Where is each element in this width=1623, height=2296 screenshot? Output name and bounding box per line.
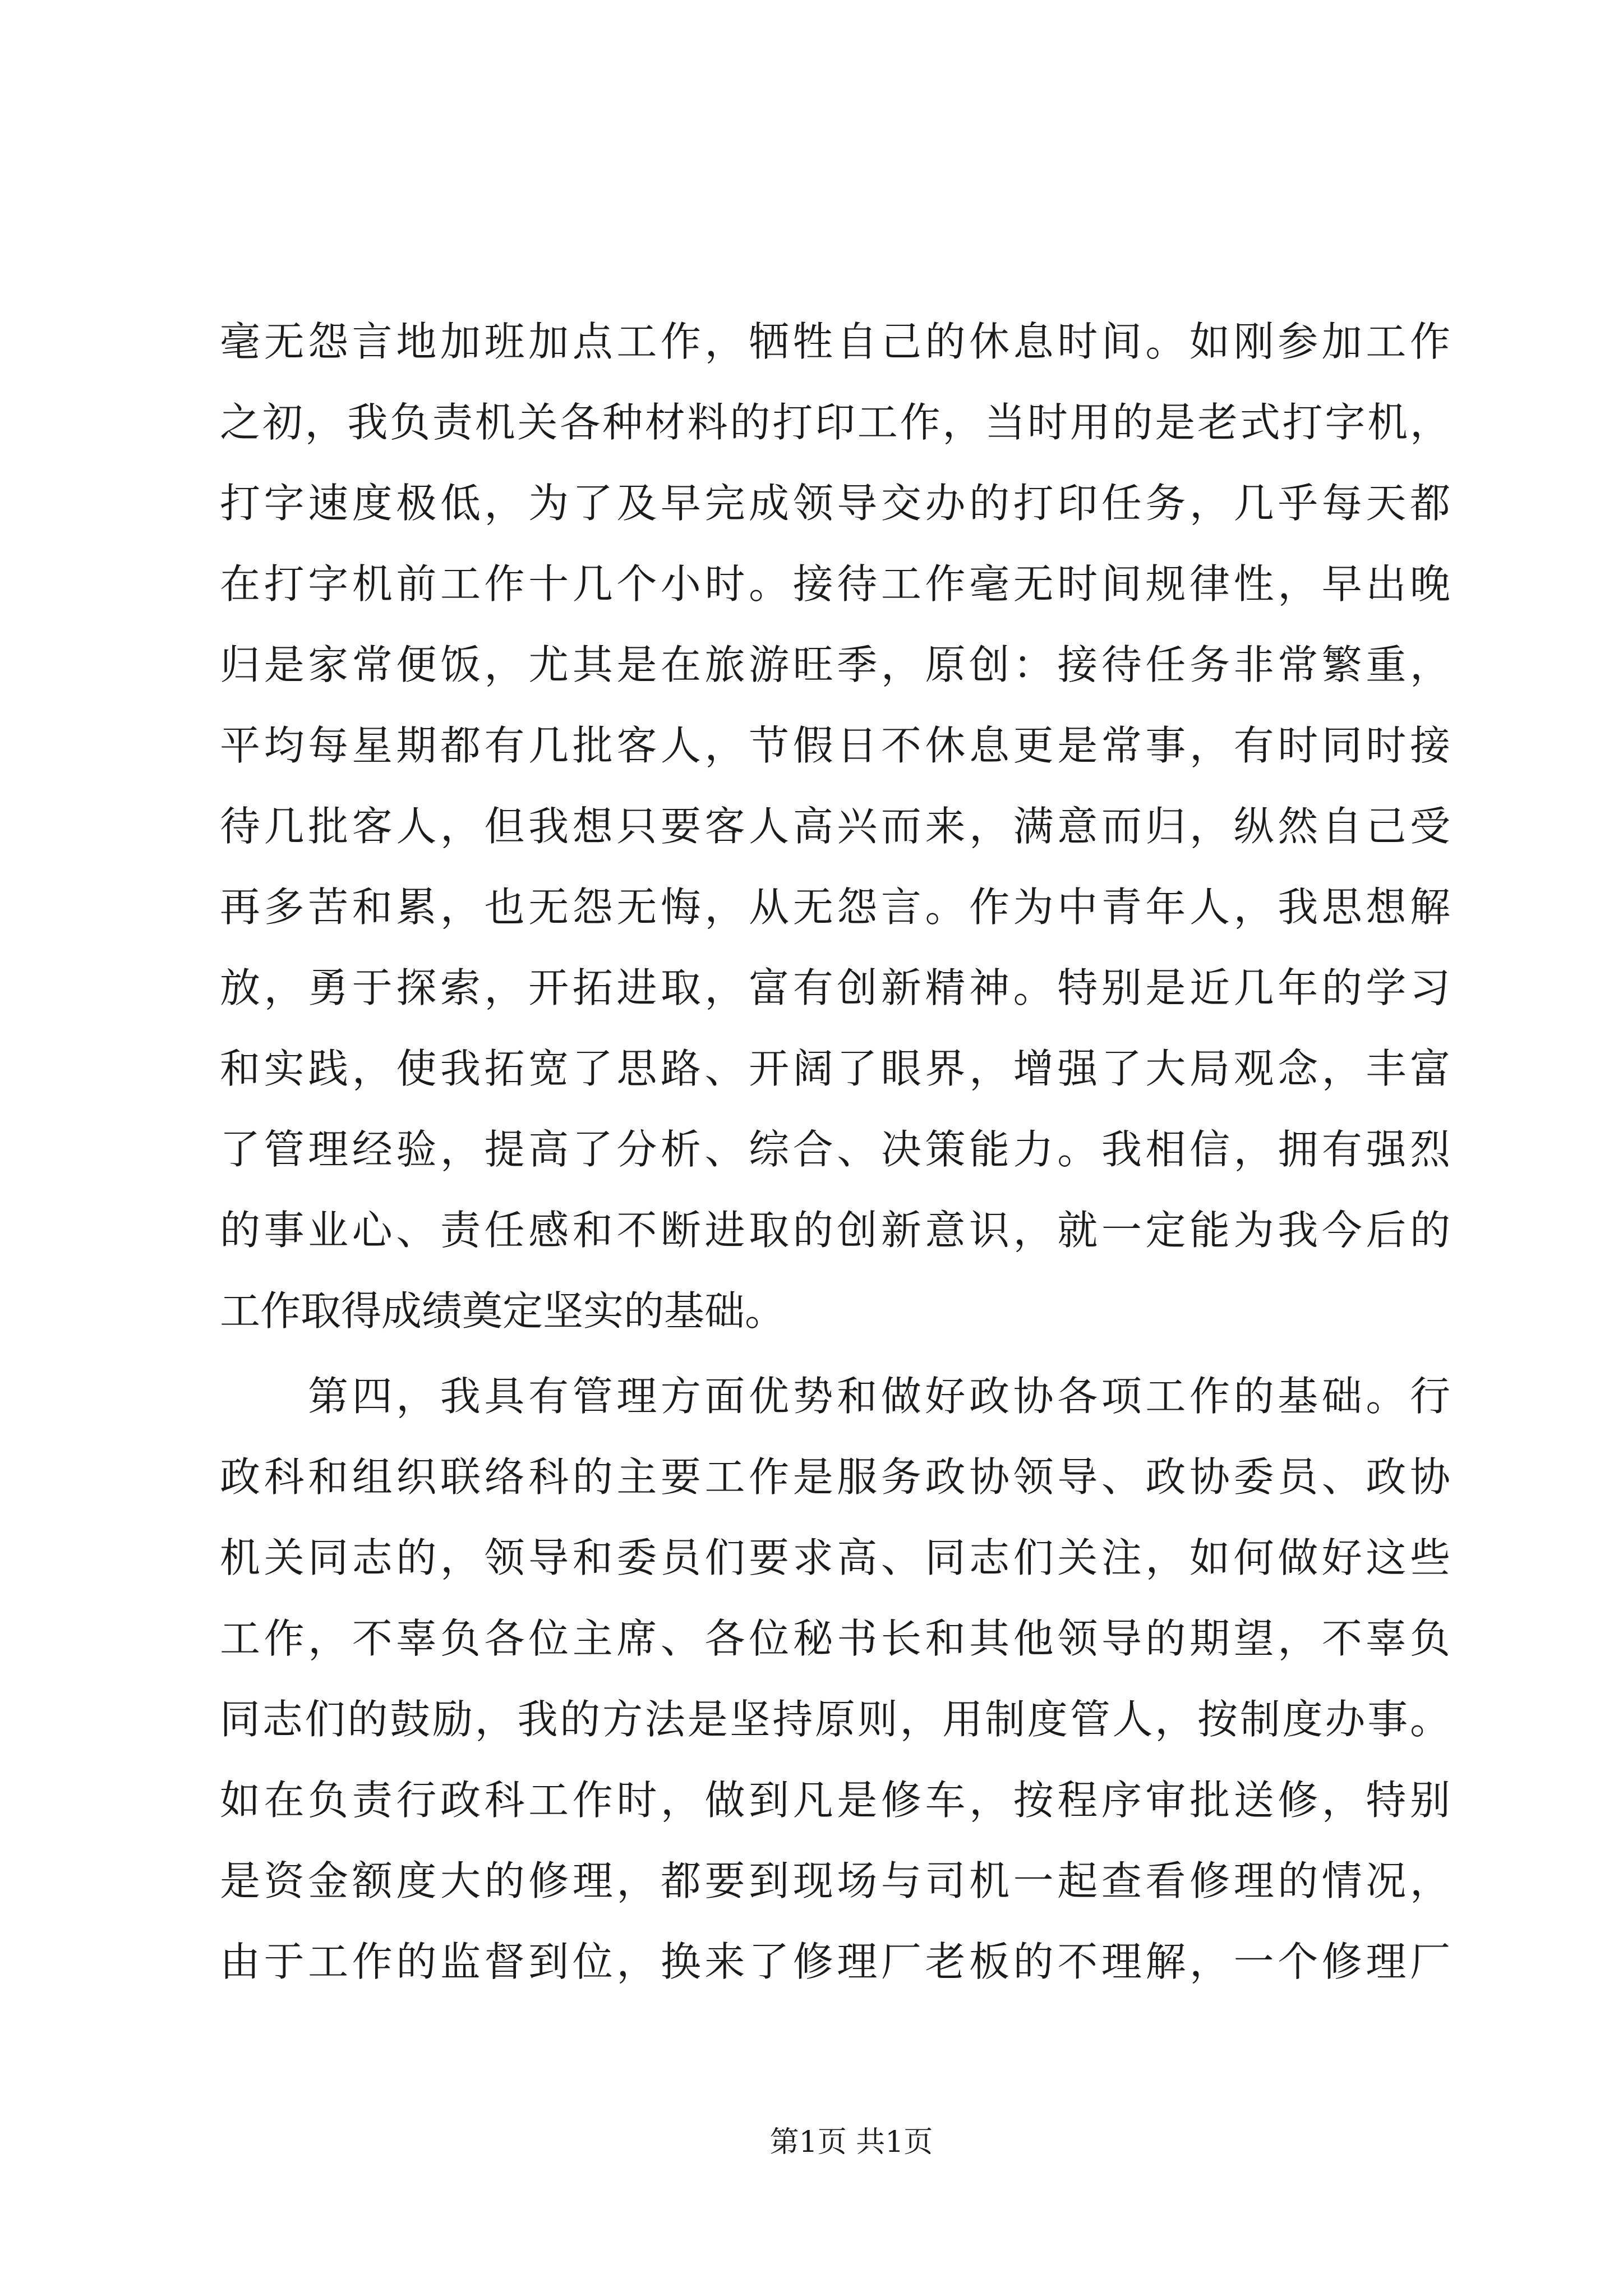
text-line: 是资金额度大的修理，都要到现场与司机一起查看修理的情况， [220,1857,1450,1904]
text-line: 第四，我具有管理方面优势和做好政协各项工作的基础。行 [308,1373,1450,1420]
text-line: 工作取得成绩奠定坚实的基础。 [220,1287,786,1335]
text-line: 的事业心、责任感和不断进取的创新意识，就一定能为我今后的 [220,1207,1450,1254]
paragraph-management-advantage [220,1356,1450,2002]
page-number-footer: 第1页 共1页 [769,2125,933,2159]
text-line: 由于工作的监督到位，换来了修理厂老板的不理解，一个修理厂 [220,1938,1450,1985]
text-line: 工作，不辜负各位主席、各位秘书长和其他领导的期望，不辜负 [220,1615,1450,1662]
text-line: 在打字机前工作十几个小时。接待工作毫无时间规律性，早出晚 [220,560,1450,608]
text-line: 如在负责行政科工作时，做到凡是修车，按程序审批送修，特别 [220,1777,1450,1824]
text-line: 归是家常便饭，尤其是在旅游旺季，原创：接待任务非常繁重， [220,641,1450,688]
text-line: 机关同志的，领导和委员们要求高、同志们关注，如何做好这些 [220,1534,1450,1581]
text-line: 平均每星期都有几批客人，节假日不休息更是常事，有时同时接 [220,722,1450,769]
text-line: 放，勇于探索，开拓进取，富有创新精神。特别是近几年的学习 [220,964,1450,1011]
text-line: 再多苦和累，也无怨无悔，从无怨言。作为中青年人，我思想解 [220,884,1450,931]
text-line: 政科和组织联络科的主要工作是服务政协领导、政协委员、政协 [220,1453,1450,1501]
paragraph-work-dedication [220,301,1450,1351]
text-line: 毫无怨言地加班加点工作，牺牲自己的休息时间。如刚参加工作 [220,318,1450,365]
text-line: 和实践，使我拓宽了思路、开阔了眼界，增强了大局观念，丰富 [220,1045,1450,1092]
text-line: 待几批客人，但我想只要客人高兴而来，满意而归，纵然自己受 [220,803,1450,850]
text-line: 了管理经验，提高了分析、综合、决策能力。我相信，拥有强烈 [220,1126,1450,1173]
text-line: 同志们的鼓励，我的方法是坚持原则，用制度管人，按制度办事。 [220,1696,1450,1743]
text-line: 打字速度极低，为了及早完成领导交办的打印任务，几乎每天都 [220,480,1450,527]
text-line: 之初，我负责机关各种材料的打印工作，当时用的是老式打字机， [220,399,1450,446]
